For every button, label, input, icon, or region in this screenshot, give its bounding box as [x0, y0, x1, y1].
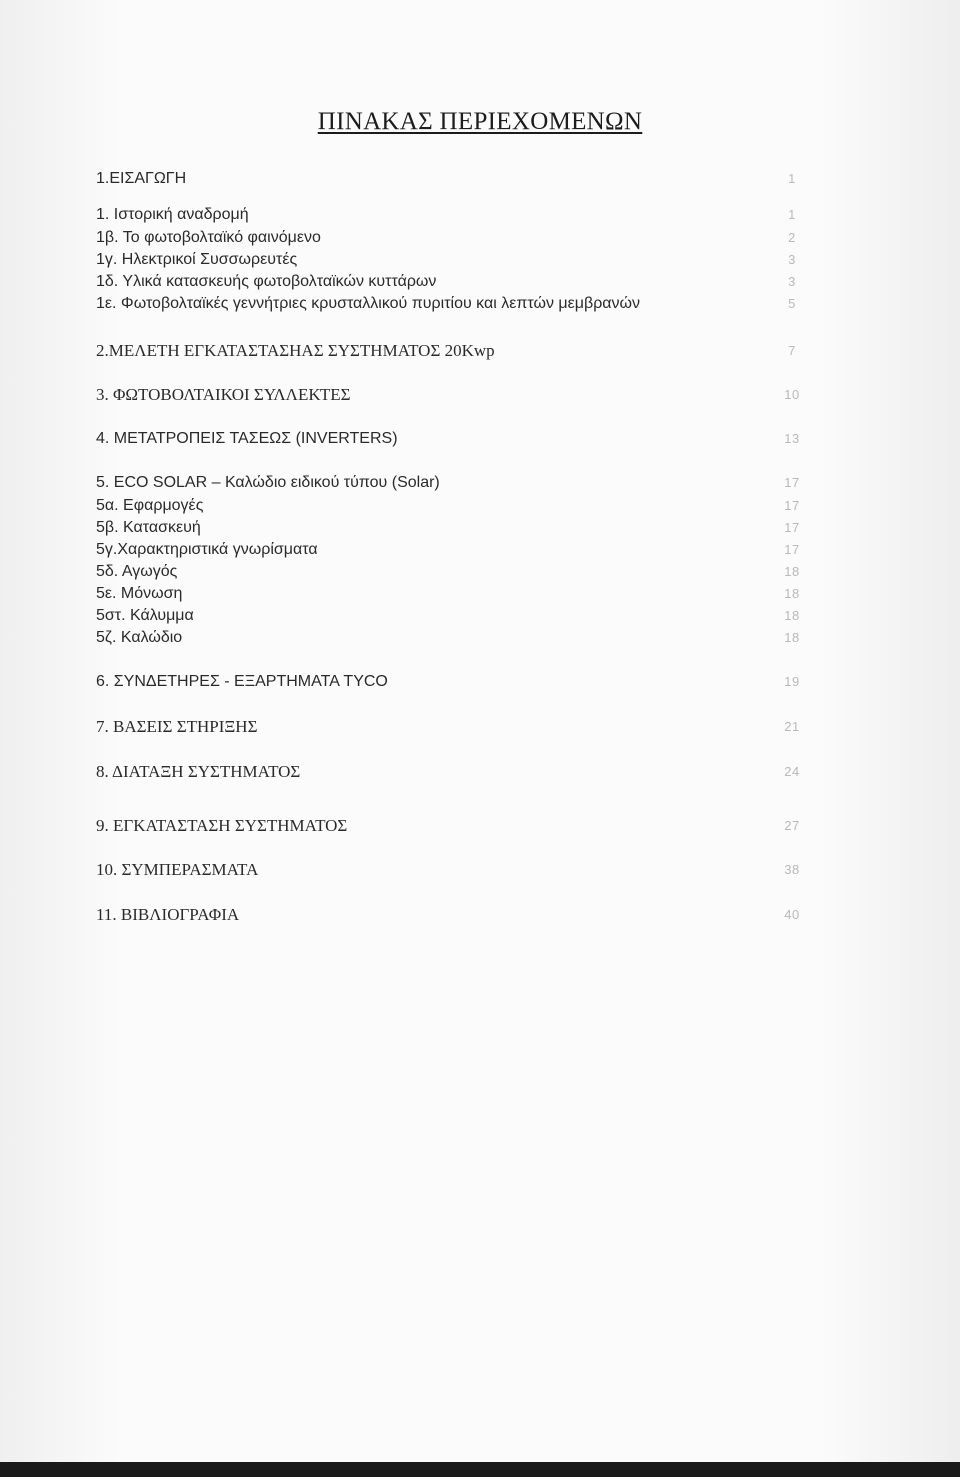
toc-entry-page: 17: [784, 498, 800, 513]
toc-entry-label: 5ζ. Καλώδιο: [96, 629, 183, 646]
toc-entry-label: 5β. Κατασκευή: [96, 519, 201, 536]
toc-entry-page: 3: [788, 274, 796, 289]
toc-entry: [0, 472, 960, 494]
toc-entry: [0, 384, 960, 406]
toc-entry-page: 5: [788, 296, 796, 311]
toc-entry-page: 7: [788, 343, 796, 358]
toc-entry-page: 18: [784, 608, 800, 623]
toc-entry-page: 19: [784, 674, 800, 689]
toc-entry-label: 8. ΔΙΑΤΑΞΗ ΣΥΣΤΗΜΑΤΟΣ: [96, 762, 301, 781]
toc-entry: [0, 561, 960, 583]
toc-entry: [0, 761, 960, 783]
toc-entry-label: 3. ΦΩΤΟΒΟΛΤΑΙΚΟΙ ΣΥΛΛΕΚΤΕΣ: [96, 385, 351, 404]
toc-entry-label: 11. ΒΙΒΛΙΟΓΡΑΦΙΑ: [96, 905, 240, 924]
toc-entry-page: 13: [784, 431, 800, 446]
toc-entry: [0, 716, 960, 738]
toc-entry-label: 4. ΜΕΤΑΤΡΟΠΕΙΣ ΤΑΣΕΩΣ (INVERTERS): [96, 430, 398, 447]
toc-entry-label: 5γ.Χαρακτηριστικά γνωρίσματα: [96, 541, 318, 558]
toc-entry-page: 17: [784, 475, 800, 490]
toc-entry-page: 40: [784, 907, 800, 922]
toc-entry: [0, 227, 960, 249]
toc-entry-label: 1δ. Υλικά κατασκευής φωτοβολταϊκών κυττάρων: [96, 273, 437, 290]
toc-entry-page: 3: [788, 252, 796, 267]
toc-entry: [0, 671, 960, 693]
toc-entry-page: 1: [788, 171, 796, 186]
toc-entry-label: 1γ. Ηλεκτρικοί Συσσωρευτές: [96, 251, 298, 268]
toc-entry-page: 27: [784, 818, 800, 833]
toc-entry: [0, 517, 960, 539]
toc-entry-label: 5ε. Μόνωση: [96, 585, 183, 602]
toc-entry-page: 24: [784, 764, 800, 779]
toc-entry-page: 2: [788, 230, 796, 245]
toc-entry-label: 2.ΜΕΛΕΤΗ ΕΓΚΑΤΑΣΤΑΣΗΑΣ ΣΥΣΤΗΜΑΤΟΣ 20Kwp: [96, 341, 495, 360]
toc-entry-page: 18: [784, 586, 800, 601]
toc-entry-page: 10: [784, 387, 800, 402]
toc-entry-page: 1: [788, 207, 796, 222]
toc-entry-label: 1. Ιστορική αναδρομή: [96, 206, 249, 223]
toc-entry-label: 9. ΕΓΚΑΤΑΣΤΑΣΗ ΣΥΣΤΗΜΑΤΟΣ: [96, 816, 348, 835]
toc-entry-label: 1.ΕΙΣΑΓΩΓΗ: [96, 170, 187, 187]
toc-entry: [0, 815, 960, 837]
toc-entry-label: 1ε. Φωτοβολταϊκές γεννήτριες κρυσταλλικού πυριτίου και λεπτών μεμβρανών: [96, 295, 641, 312]
toc-entry-label: 1β. Το φωτοβολταϊκό φαινόμενο: [96, 229, 321, 246]
toc-entry: [0, 495, 960, 517]
scan-edge-bar: [0, 1462, 960, 1477]
toc-entry-label: 6. ΣΥΝΔΕΤΗΡΕΣ - ΕΞΑΡΤΗΜΑΤΑ TYCO: [96, 673, 388, 690]
toc-entry-page: 38: [784, 862, 800, 877]
toc-entry-label: 5α. Εφαρμογές: [96, 497, 204, 514]
toc-entry: [0, 271, 960, 293]
toc-entry: [0, 168, 960, 190]
page-title: ΠΙΝΑΚΑΣ ΠΕΡΙΕΧΟΜΕΝΩΝ: [317, 108, 643, 135]
toc-entry-page: 21: [784, 719, 800, 734]
toc-entry-page: 17: [784, 542, 800, 557]
toc-entry-page: 18: [784, 630, 800, 645]
toc-entry: [0, 249, 960, 271]
toc-entry-page: 17: [784, 520, 800, 535]
toc-entry: [0, 859, 960, 881]
toc-entry: [0, 583, 960, 605]
toc-entry: [0, 428, 960, 450]
toc-entry-label: 5στ. Κάλυμμα: [96, 607, 194, 624]
toc-entry: [0, 627, 960, 649]
toc-entry-label: 7. ΒΑΣΕΙΣ ΣΤΗΡΙΞΗΣ: [96, 717, 258, 736]
toc-entry-label: 5. ECO SOLAR – Καλώδιο ειδικού τύπου (Solar): [96, 474, 440, 491]
toc-entry: [0, 204, 960, 226]
toc-entry-label: 10. ΣΥΜΠΕΡΑΣΜΑΤΑ: [96, 860, 259, 879]
toc-entry: [0, 904, 960, 926]
toc-entry: [0, 293, 960, 315]
toc-entry-label: 5δ. Αγωγός: [96, 563, 178, 580]
toc-entry: [0, 539, 960, 561]
toc-entry: [0, 340, 960, 362]
toc-entry-page: 18: [784, 564, 800, 579]
toc-entry: [0, 605, 960, 627]
